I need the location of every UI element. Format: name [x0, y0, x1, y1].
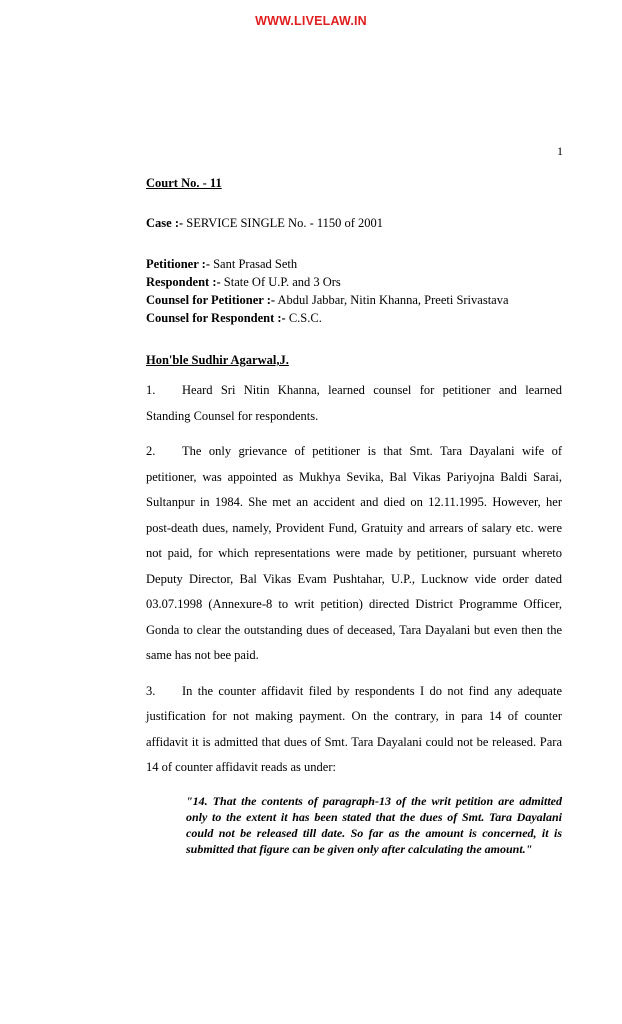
case-value: SERVICE SINGLE No. - 1150 of 2001	[186, 216, 384, 230]
paragraph-number: 3.	[146, 683, 156, 698]
petitioner-label: Petitioner :-	[146, 257, 210, 271]
case-line	[146, 216, 562, 231]
petitioner-line	[146, 255, 562, 273]
petitioner-value: Sant Prasad Seth	[213, 257, 298, 271]
paragraph-text: In the counter affidavit filed by respondents I do not find any adequate justification for not making payment. On the contrary, in para 14 of counter affidavit it is admitted that dues of Smt. Tara Dayalani could not be released. Para 14 of counter affidavit reads as under:	[146, 683, 562, 774]
counsel-respondent-line	[146, 309, 562, 327]
paragraph-text: The only grievance of petitioner is that Smt. Tara Dayalani wife of petitioner, was appointed as Mukhya Sevika, Bal Vikas Pariyojna Baldi Sarai, Sultanpur in 1984. She met an accident and died on 12.11.1995. However, her post-death dues, namely, Provident Fund, Gratuity and arrears of salary etc. were not paid, for which representations were made by petitioner, pursuant whereto Deputy Director, Bal Vikas Evam Pushtahar, U.P., Lucknow vide order dated 03.07.1998 (Annexure-8 to writ petition) directed District Programme Officer, Gonda to clear the outstanding dues of deceased, Tara Dayalani but even then the same has not bee paid.	[146, 444, 562, 662]
judge-name: Hon'ble Sudhir Agarwal,J.	[146, 353, 289, 367]
paragraph-2	[146, 439, 562, 669]
parties-block	[146, 255, 562, 327]
paragraph-1	[146, 378, 562, 429]
case-label: Case :-	[146, 216, 184, 230]
court-number: Court No. - 11	[146, 176, 222, 190]
counsel-petitioner-value: Abdul Jabbar, Nitin Khanna, Preeti Srivastava	[277, 293, 509, 307]
respondent-label: Respondent :-	[146, 275, 221, 289]
respondent-line	[146, 273, 562, 291]
counsel-respondent-value: C.S.C.	[288, 311, 322, 325]
paragraph-text: Heard Sri Nitin Khanna, learned counsel for petitioner and learned Standing Counsel for respondents.	[146, 383, 562, 423]
counsel-respondent-label: Counsel for Respondent :-	[146, 311, 286, 325]
counsel-petitioner-line	[146, 291, 562, 309]
counsel-petitioner-label: Counsel for Petitioner :-	[146, 293, 276, 307]
page-number: 1	[557, 144, 563, 158]
judgment-body	[146, 176, 562, 857]
paragraph-3	[146, 679, 562, 781]
paragraph-number: 2.	[146, 444, 156, 458]
quoted-paragraph-14: "14. That the contents of paragraph-13 of the writ petition are admitted only to the extent it has been stated that the dues of Smt. Tara Dayalani could not be released till date. So far as the amount is concerned, it is submitted that figure can be given only after calculating the amount."	[186, 793, 562, 856]
paragraph-number: 1.	[146, 383, 156, 397]
respondent-value: State Of U.P. and 3 Ors	[223, 275, 341, 289]
watermark: WWW.LIVELAW.IN	[255, 14, 367, 28]
